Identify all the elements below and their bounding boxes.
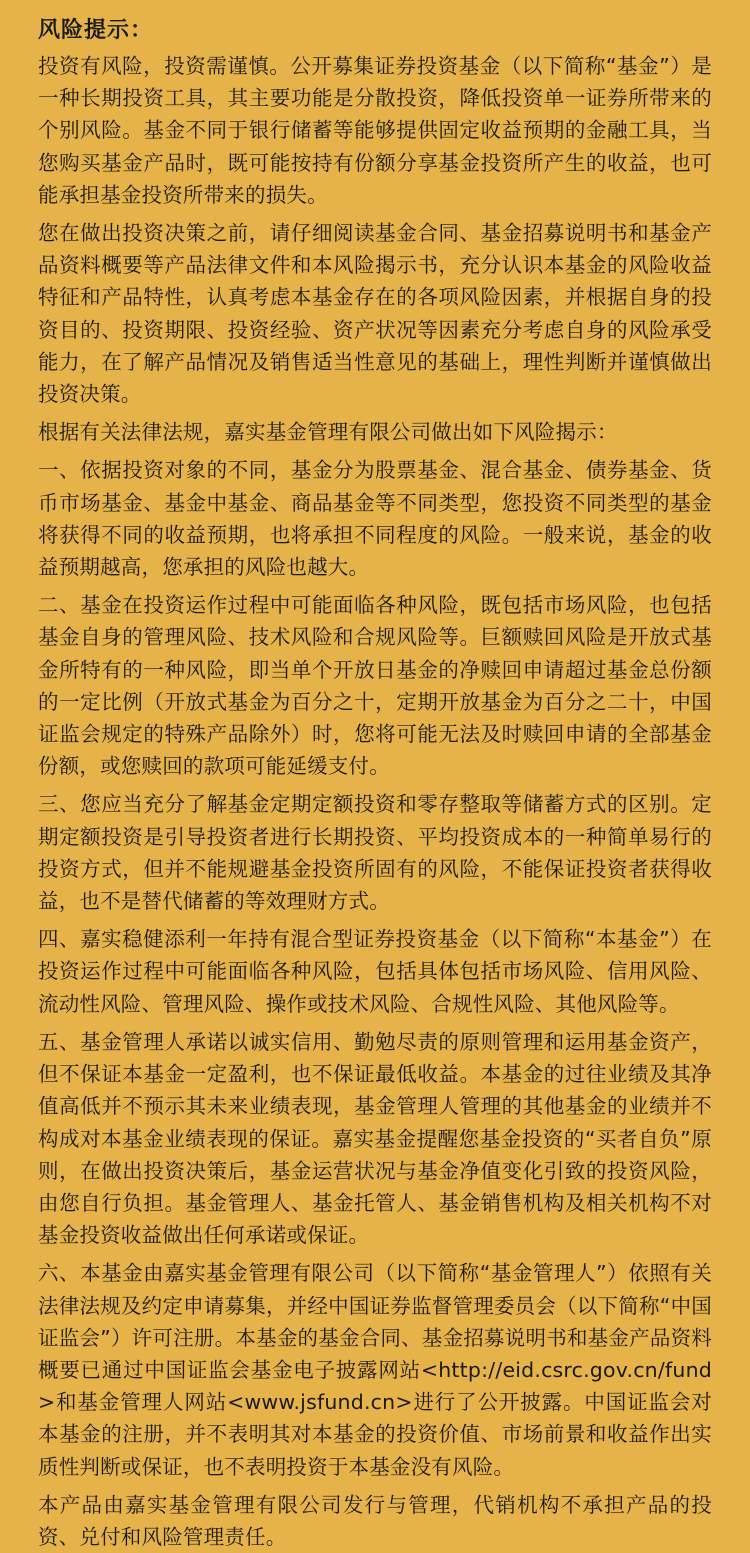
paragraph-intro: 投资有风险，投资需谨慎。公开募集证券投资基金（以下简称“基金”）是一种长期投资工具，其主要功能是分散投资，降低投资单一证券所带来的个别风险。基金不同于银行储蓄等能够提供固定收益预期的金融工具，当您购买基金产品时，既可能按持有份额分享基金投资所产生的收益，也可能承担基金投资所带来的损失。 <box>38 54 712 207</box>
paragraph-item-6: 六、本基金由嘉实基金管理有限公司（以下简称“基金管理人”）依照有关法律法规及约定申请募集，并经中国证券监督管理委员会（以下简称“中国证监会”）许可注册。本基金的基金合同、基金招募说明书和基金产品资料概要已通过中国证监会基金电子披露网站<http://eid.csrc.gov.cn/fund>和基金管理人网站<www.jsfund.cn>进行了公开披露。中国证监会对本基金的注册，并不表明其对本基金的投资价值、市场前景和收益作出实质性判断或保证，也不表明投资于本基金没有风险。 <box>38 1261 712 1479</box>
paragraph-disclosure-lead: 根据有关法律法规，嘉实基金管理有限公司做出如下风险揭示： <box>38 420 618 445</box>
paragraph-item-2: 二、基金在投资运作过程中可能面临各种风险，既包括市场风险，也包括基金自身的管理风险、技术风险和合规风险等。巨额赎回风险是开放式基金所特有的一种风险，即当单个开放日基金的净赎回申请超过基金总份额的一定比例（开放式基金为百分之十，定期开放基金为百分之二十，中国证监会规定的特殊产品除外）时，您将可能无法及时赎回申请的全部基金份额，或您赎回的款项可能延缓支付。 <box>38 593 712 779</box>
paragraph-advice: 您在做出投资决策之前，请仔细阅读基金合同、基金招募说明书和基金产品资料概要等产品法律文件和本风险揭示书，充分认识本基金的风险收益特征和产品特性，认真考虑本基金存在的各项风险因素，并根据自身的投资目的、投资期限、投资经验、资产状况等因素充分考虑自身的风险承受能力，在了解产品情况及销售适当性意见的基础上，理性判断并谨慎做出投资决策。 <box>38 221 712 407</box>
paragraph-item-1: 一、依据投资对象的不同，基金分为股票基金、混合基金、债券基金、货币市场基金、基金中基金、商品基金等不同类型，您投资不同类型的基金将获得不同的收益预期，也将承担不同程度的风险。一般来说，基金的收益预期越高，您承担的风险也越大。 <box>38 458 712 580</box>
paragraph-closing: 本产品由嘉实基金管理有限公司发行与管理，代销机构不承担产品的投资、兑付和风险管理责任。 <box>38 1492 712 1549</box>
paragraph-item-4: 四、嘉实稳健添利一年持有混合型证券投资基金（以下简称“本基金”）在投资运作过程中可能面临各种风险，包括具体包括市场风险、信用风险、流动性风险、管理风险、操作或技术风险、合规性风险、其他风险等。 <box>38 927 712 1016</box>
page-title: 风险提示： <box>38 18 154 43</box>
paragraph-item-3: 三、您应当充分了解基金定期定额投资和零存整取等储蓄方式的区别。定期定额投资是引导投资者进行长期投资、平均投资成本的一种简单易行的投资方式，但并不能规避基金投资所固有的风险，不能保证投资者获得收益，也不是替代储蓄的等效理财方式。 <box>38 792 712 914</box>
paragraph-item-5: 五、基金管理人承诺以诚实信用、勤勉尽责的原则管理和运用基金资产，但不保证本基金一定盈利，也不保证最低收益。本基金的过往业绩及其净值高低并不预示其未来业绩表现，基金管理人管理的其他基金的业绩并不构成对本基金业绩表现的保证。嘉实基金提醒您基金投资的“买者自负”原则，在做出投资决策后，基金运营状况与基金净值变化引致的投资风险，由您自行负担。基金管理人、基金托管人、基金销售机构及相关机构不对基金投资收益做出任何承诺或保证。 <box>38 1029 712 1248</box>
